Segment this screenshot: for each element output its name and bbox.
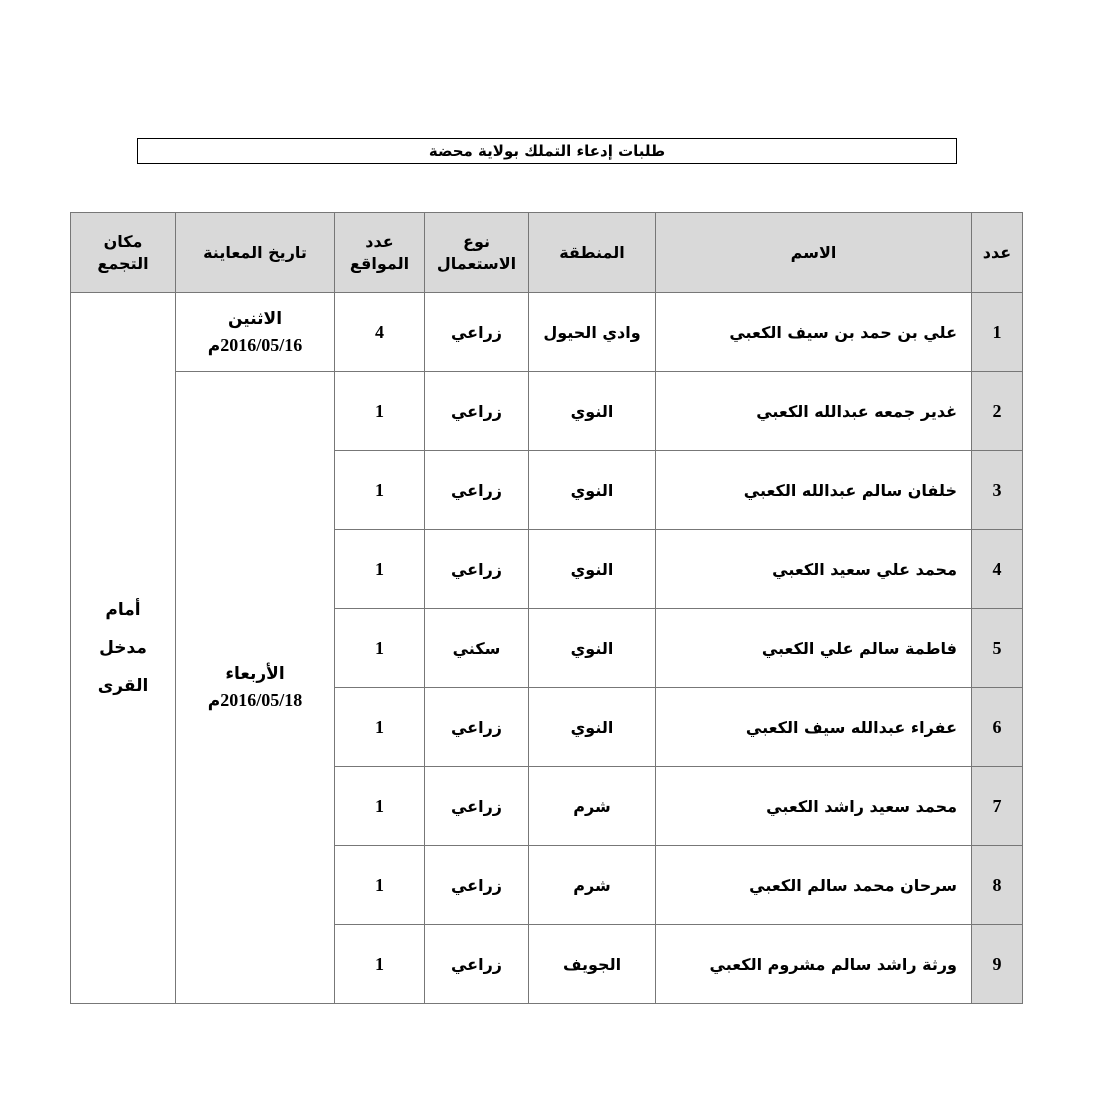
row-sites: 1 xyxy=(335,767,425,846)
row-name: عفراء عبدالله سيف الكعبي xyxy=(656,688,972,767)
row-sites: 1 xyxy=(335,451,425,530)
row-name: محمد علي سعيد الكعبي xyxy=(656,530,972,609)
inspection-day: الأربعاء xyxy=(225,664,285,684)
row-usage: زراعي xyxy=(425,688,529,767)
header-sites-line1: عدد xyxy=(365,231,394,251)
header-date: تاريخ المعاينة xyxy=(176,213,335,293)
date-suffix: م xyxy=(207,691,221,711)
row-region: شرم xyxy=(529,846,656,925)
row-index: 5 xyxy=(972,609,1023,688)
row-index: 6 xyxy=(972,688,1023,767)
row-usage: زراعي xyxy=(425,846,529,925)
row-region: شرم xyxy=(529,767,656,846)
header-sites xyxy=(335,213,425,293)
header-place xyxy=(71,213,176,293)
header-usage xyxy=(425,213,529,293)
row-index: 3 xyxy=(972,451,1023,530)
header-region: المنطقة xyxy=(529,213,656,293)
document-title: طلبات إدعاء التملك بولاية محضة xyxy=(137,138,957,164)
inspection-day: الاثنين xyxy=(227,308,283,329)
row-index: 9 xyxy=(972,925,1023,1004)
row-name: علي بن حمد بن سيف الكعبي xyxy=(656,293,972,372)
row-index: 1 xyxy=(972,293,1023,372)
row-name: فاطمة سالم علي الكعبي xyxy=(656,609,972,688)
row-name: ورثة راشد سالم مشروم الكعبي xyxy=(656,925,972,1004)
header-name: الاسم xyxy=(656,213,972,293)
row-sites: 4 xyxy=(335,293,425,372)
table-row xyxy=(71,372,1023,451)
place-line1: أمام xyxy=(105,600,141,620)
row-name: غدير جمعه عبدالله الكعبي xyxy=(656,372,972,451)
row-region: النوي xyxy=(529,688,656,767)
gathering-place xyxy=(71,293,176,1004)
place-line2: مدخل xyxy=(99,638,147,658)
row-index: 8 xyxy=(972,846,1023,925)
row-sites: 1 xyxy=(335,372,425,451)
row-region: النوي xyxy=(529,609,656,688)
row-sites: 1 xyxy=(335,530,425,609)
row-usage: سكني xyxy=(425,609,529,688)
row-region: النوي xyxy=(529,451,656,530)
row-region: وادي الحيول xyxy=(529,293,656,372)
row-name: خلفان سالم عبدالله الكعبي xyxy=(656,451,972,530)
header-index: عدد xyxy=(972,213,1023,293)
row-usage: زراعي xyxy=(425,925,529,1004)
row-region: الجويف xyxy=(529,925,656,1004)
table-row xyxy=(71,293,1023,372)
row-index: 2 xyxy=(972,372,1023,451)
header-row xyxy=(71,213,1023,293)
row-index: 7 xyxy=(972,767,1023,846)
row-region: النوي xyxy=(529,530,656,609)
date-suffix: م xyxy=(207,335,221,356)
row-usage: زراعي xyxy=(425,451,529,530)
date-number: 2016/05/16 xyxy=(220,334,303,355)
row-usage: زراعي xyxy=(425,293,529,372)
place-line3: القرى xyxy=(97,676,149,696)
header-sites-line2: المواقع xyxy=(349,253,410,273)
row-usage: زراعي xyxy=(425,530,529,609)
row-sites: 1 xyxy=(335,609,425,688)
date-number: 2016/05/18 xyxy=(220,690,303,710)
inspection-date-1 xyxy=(176,293,335,372)
header-usage-line2: الاستعمال xyxy=(436,253,517,273)
header-usage-line1: نوع xyxy=(463,231,490,251)
header-place-line2: التجمع xyxy=(97,253,149,273)
row-name: سرحان محمد سالم الكعبي xyxy=(656,846,972,925)
row-sites: 1 xyxy=(335,846,425,925)
row-sites: 1 xyxy=(335,688,425,767)
inspection-date-value xyxy=(176,332,334,359)
row-region: النوي xyxy=(529,372,656,451)
row-name: محمد سعيد راشد الكعبي xyxy=(656,767,972,846)
row-usage: زراعي xyxy=(425,767,529,846)
inspection-date-value xyxy=(176,687,334,714)
row-index: 4 xyxy=(972,530,1023,609)
requests-table xyxy=(70,212,1023,1004)
inspection-date-2 xyxy=(176,372,335,1004)
header-place-line1: مكان xyxy=(103,231,143,251)
row-sites: 1 xyxy=(335,925,425,1004)
row-usage: زراعي xyxy=(425,372,529,451)
